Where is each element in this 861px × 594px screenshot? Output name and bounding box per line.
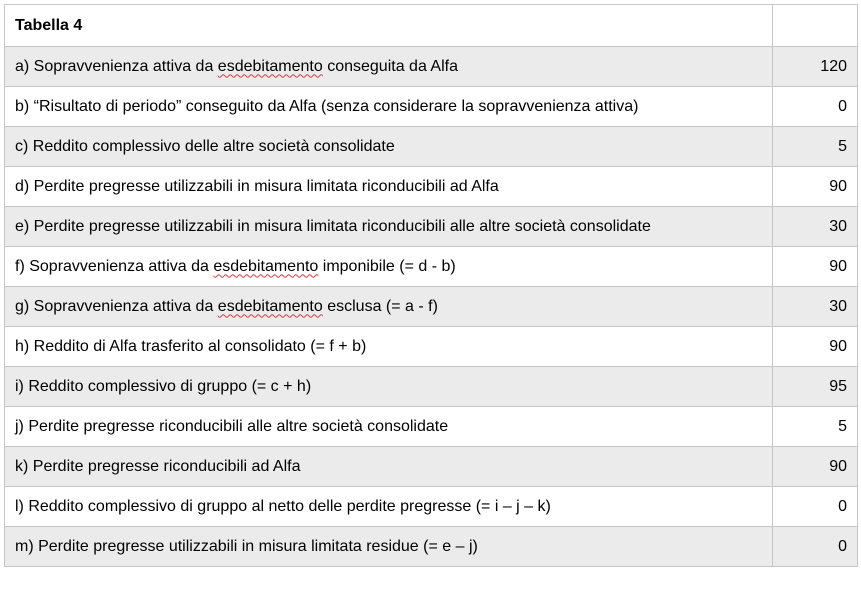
row-label-text: e) Perdite pregresse utilizzabili in misura limitata riconducibili alle altre società consolidate	[15, 217, 651, 235]
row-value: 5	[773, 407, 858, 447]
row-label	[5, 527, 773, 567]
spellcheck-word: esdebitamento	[217, 297, 323, 315]
table-title: Tabella 4	[5, 5, 773, 47]
row-label-text: h) Reddito di Alfa trasferito al consolidato (= f + b)	[15, 337, 367, 355]
row-label-text: f) Sopravvenienza attiva da	[15, 257, 214, 275]
row-value: 0	[773, 487, 858, 527]
row-label-text: l) Reddito complessivo di gruppo al netto delle perdite pregresse (= i – j – k)	[15, 497, 551, 515]
row-label	[5, 127, 773, 167]
table-title-value	[773, 5, 858, 47]
row-label	[5, 207, 773, 247]
row-label-text: a) Sopravvenienza attiva da	[15, 57, 218, 75]
row-label	[5, 367, 773, 407]
table-container	[4, 4, 857, 567]
row-label	[5, 407, 773, 447]
row-value: 0	[773, 87, 858, 127]
table-header-row	[5, 5, 858, 47]
row-label	[5, 287, 773, 327]
row-label-text-end: conseguita da Alfa	[322, 57, 458, 75]
row-label-text: b) “Risultato di periodo” conseguito da Alfa (senza considerare la sopravvenienza attiva)	[15, 97, 639, 115]
row-value: 90	[773, 447, 858, 487]
row-label-text: k) Perdite pregresse riconducibili ad Alfa	[15, 457, 301, 475]
row-label-text: g) Sopravvenienza attiva da	[15, 297, 218, 315]
spellcheck-word: esdebitamento	[213, 257, 319, 275]
row-value: 30	[773, 287, 858, 327]
row-label-text: i) Reddito complessivo di gruppo (= c + h)	[15, 377, 312, 395]
row-label	[5, 47, 773, 87]
data-table	[4, 4, 858, 567]
row-label	[5, 87, 773, 127]
row-value: 90	[773, 247, 858, 287]
table-row	[5, 527, 858, 567]
row-label	[5, 167, 773, 207]
row-label-text-end: imponibile (= d - b)	[318, 257, 456, 275]
row-label-text-end: esclusa (= a - f)	[322, 297, 438, 315]
table-row	[5, 127, 858, 167]
row-label	[5, 487, 773, 527]
table-row	[5, 47, 858, 87]
row-value: 0	[773, 527, 858, 567]
table-row	[5, 367, 858, 407]
row-value: 90	[773, 327, 858, 367]
row-label-text: d) Perdite pregresse utilizzabili in misura limitata riconducibili ad Alfa	[15, 177, 499, 195]
table-row	[5, 487, 858, 527]
row-label	[5, 447, 773, 487]
table-row	[5, 87, 858, 127]
row-label-text: m) Perdite pregresse utilizzabili in misura limitata residue (= e – j)	[15, 537, 478, 555]
row-label-text: j) Perdite pregresse riconducibili alle altre società consolidate	[15, 417, 449, 435]
table-row	[5, 447, 858, 487]
row-value: 120	[773, 47, 858, 87]
table-row	[5, 207, 858, 247]
table-row	[5, 287, 858, 327]
row-value: 95	[773, 367, 858, 407]
table-row	[5, 247, 858, 287]
row-value: 5	[773, 127, 858, 167]
spellcheck-word: esdebitamento	[217, 57, 323, 75]
row-label	[5, 327, 773, 367]
table-row	[5, 167, 858, 207]
row-label-text: c) Reddito complessivo delle altre società consolidate	[15, 137, 395, 155]
row-value: 30	[773, 207, 858, 247]
table-row	[5, 327, 858, 367]
table-row	[5, 407, 858, 447]
row-value: 90	[773, 167, 858, 207]
row-label	[5, 247, 773, 287]
